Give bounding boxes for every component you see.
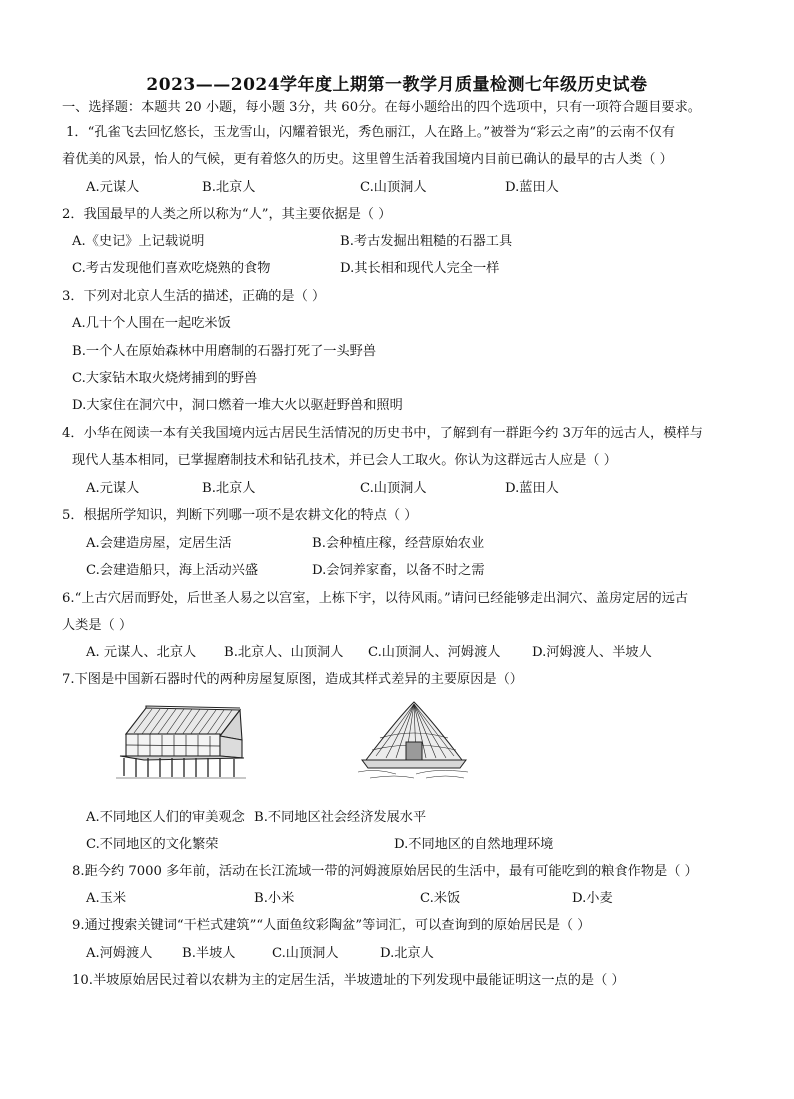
q5-option-b: B.会种植庄稼，经营原始农业 bbox=[312, 536, 485, 551]
q4-option-d: D.蓝田人 bbox=[505, 481, 559, 496]
question-2-line-1: 2．我国最早的人类之所以称为“人”，其主要依据是（ ） bbox=[62, 207, 392, 222]
q6-option-b: B.北京人、山顶洞人 bbox=[224, 645, 344, 660]
q8-option-a: A.玉米 bbox=[86, 891, 127, 906]
question-4-line-2: 现代人基本相同，已掌握磨制技术和钻孔技术，并已会人工取火。你认为这群远古人应是（ ） bbox=[72, 453, 617, 468]
q8-option-d: D.小麦 bbox=[572, 891, 613, 906]
q2-option-c: C.考古发现他们喜欢吃烧熟的食物 bbox=[72, 261, 271, 276]
q9-option-d: D.北京人 bbox=[380, 946, 434, 961]
q7-option-d: D.不同地区的自然地理环境 bbox=[394, 837, 554, 852]
q8-option-c: C.米饭 bbox=[420, 891, 461, 906]
q3-option-c: C.大家钻木取火烧烤捕到的野兽 bbox=[72, 371, 258, 386]
q2-option-d: D.其长相和现代人完全一样 bbox=[340, 261, 500, 276]
stilt-house-illustration bbox=[116, 700, 250, 780]
question-7-line-1: 7.下图是中国新石器时代的两种房屋复原图，造成其样式差异的主要原因是（） bbox=[62, 672, 523, 687]
q5-option-a: A.会建造房屋，定居生活 bbox=[86, 536, 232, 551]
q7-option-a: A.不同地区人们的审美观念 bbox=[86, 810, 245, 825]
section-heading: 一、选择题：本题共 20 小题，每小题 3分，共 60分。在每小题给出的四个选项中，只有一项符合题目要求。 bbox=[62, 100, 701, 115]
q5-option-c: C.会建造船只，海上活动兴盛 bbox=[86, 563, 259, 578]
question-4-line-1: 4．小华在阅读一本有关我国境内远古居民生活情况的历史书中，了解到有一群距今约 3万年的远古人，模样与 bbox=[62, 426, 703, 441]
q4-option-b: B.北京人 bbox=[202, 481, 256, 496]
question-10-line-1: 10.半坡原始居民过着以农耕为主的定居生活，半坡遗址的下列发现中最能证明这一点的是（ ） bbox=[72, 973, 625, 988]
q9-option-c: C.山顶洞人 bbox=[272, 946, 339, 961]
round-hut-illustration bbox=[356, 698, 472, 784]
q9-option-a: A.河姆渡人 bbox=[86, 946, 153, 961]
question-8-line-1: 8.距今约 7000 多年前，活动在长江流域一带的河姆渡原始居民的生活中，最有可能吃到的粮食作物是（ ） bbox=[72, 864, 698, 879]
q7-option-c: C.不同地区的文化繁荣 bbox=[86, 837, 219, 852]
question-6-line-2: 人类是（ ） bbox=[62, 618, 133, 633]
q1-option-c: C.山顶洞人 bbox=[360, 180, 427, 195]
q6-option-a: A. 元谋人、北京人 bbox=[86, 645, 197, 660]
q2-option-a: A.《史记》上记载说明 bbox=[72, 234, 205, 249]
question-5-line-1: 5．根据所学知识，判断下列哪一项不是农耕文化的特点（ ） bbox=[62, 508, 418, 523]
q3-option-d: D.大家住在洞穴中，洞口燃着一堆大火以驱赶野兽和照明 bbox=[72, 398, 403, 413]
q1-option-a: A.元谋人 bbox=[86, 180, 140, 195]
question-1-line-2: 着优美的风景，怡人的气候，更有着悠久的历史。这里曾生活着我国境内目前已确认的最早的古人类（ ） bbox=[62, 152, 673, 167]
q7-option-b: B.不同地区社会经济发展水平 bbox=[254, 810, 427, 825]
q1-option-b: B.北京人 bbox=[202, 180, 256, 195]
q3-option-b: B.一个人在原始森林中用磨制的石器打死了一头野兽 bbox=[72, 344, 377, 359]
q1-option-d: D.蓝田人 bbox=[505, 180, 559, 195]
question-9-line-1: 9.通过搜索关键词“干栏式建筑”“人面鱼纹彩陶盆”等词汇，可以查询到的原始居民是（ ） bbox=[72, 918, 591, 933]
q6-option-d: D.河姆渡人、半坡人 bbox=[532, 645, 652, 660]
q8-option-b: B.小米 bbox=[254, 891, 295, 906]
exam-title: 2023——2024学年度上期第一教学月质量检测七年级历史试卷 bbox=[146, 75, 648, 95]
q4-option-c: C.山顶洞人 bbox=[360, 481, 427, 496]
question-6-line-1: 6.“上古穴居而野处，后世圣人易之以宫室，上栋下宇，以待风雨。”请问已经能够走出洞穴、盖房定居的远古 bbox=[62, 591, 689, 606]
q2-option-b: B.考古发掘出粗糙的石器工具 bbox=[340, 234, 513, 249]
q9-option-b: B.半坡人 bbox=[182, 946, 236, 961]
q4-option-a: A.元谋人 bbox=[86, 481, 140, 496]
q6-option-c: C.山顶洞人、河姆渡人 bbox=[368, 645, 501, 660]
q3-option-a: A.几十个人围在一起吃米饭 bbox=[72, 316, 231, 331]
question-3-line-1: 3．下列对北京人生活的描述，正确的是（ ） bbox=[62, 289, 326, 304]
question-1-line-1: 1．“孔雀飞去回忆悠长，玉龙雪山，闪耀着银光，秀色丽江，人在路上。”被誉为“彩云之南”的云南不仅有 bbox=[66, 125, 676, 140]
q5-option-d: D.会饲养家畜，以备不时之需 bbox=[312, 563, 485, 578]
